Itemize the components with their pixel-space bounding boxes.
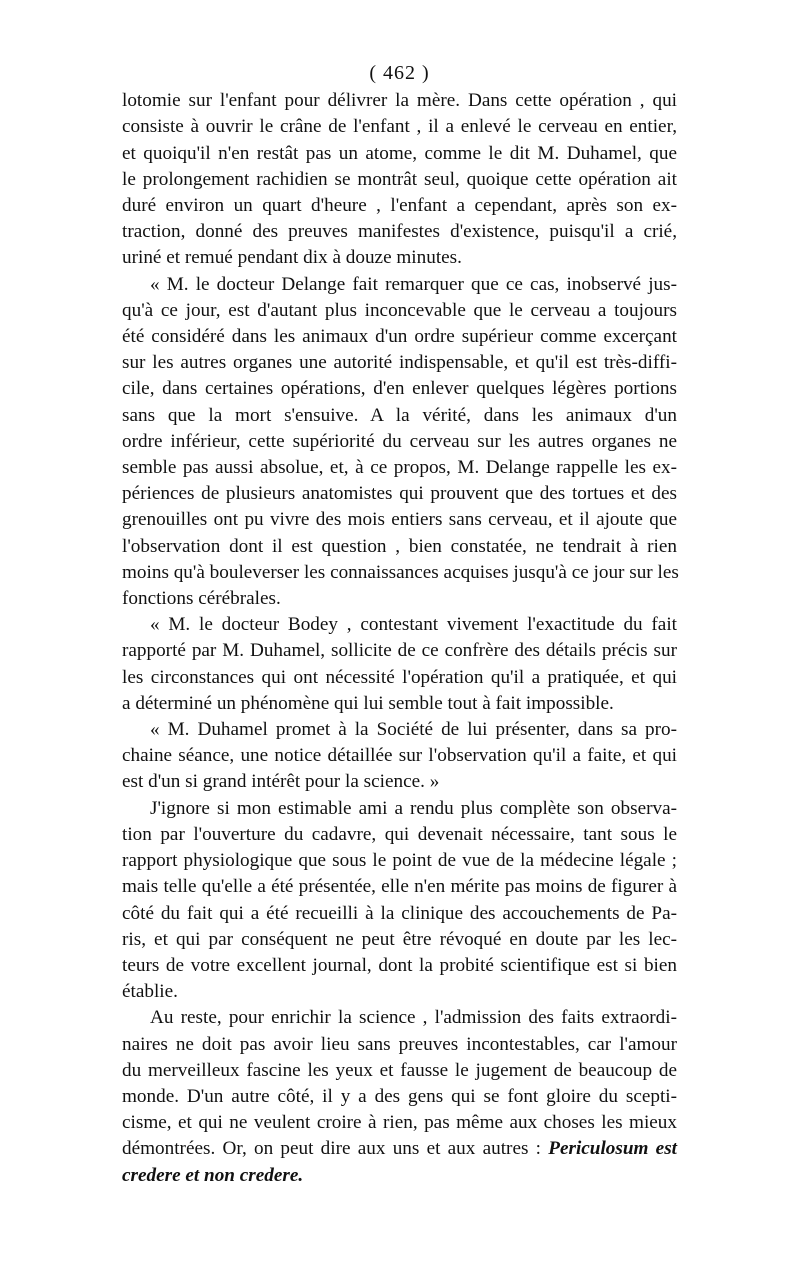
text-line: sans que la mort s'ensuive. A la vérité, dans les animaux d'un bbox=[122, 404, 677, 426]
text-line: tion par l'ouverture du cadavre, qui devenait nécessaire, tant sous le bbox=[122, 823, 677, 845]
paragraph-5 bbox=[122, 796, 677, 1006]
text-line: lotomie sur l'enfant pour délivrer la mère. Dans cette opération , qui bbox=[122, 90, 677, 112]
text-line: ris, et qui par conséquent ne peut être révoqué en doute par les lec- bbox=[122, 928, 677, 950]
page bbox=[122, 60, 677, 1189]
text-line: J'ignore si mon estimable ami a rendu plus complète son observa- bbox=[150, 797, 677, 819]
latin-quote: credere et non credere. bbox=[122, 1164, 304, 1186]
text-line: sur les autres organes une autorité indispensable, et qu'il est très-diffi- bbox=[122, 352, 677, 374]
text-line: uriné et remué pendant dix à douze minutes. bbox=[122, 247, 462, 269]
text-run: démontrées. Or, on peut dire aux uns et aux autres : bbox=[122, 1138, 549, 1160]
text-line: cile, dans certaines opérations, d'en enlever quelques légères portions bbox=[122, 378, 677, 400]
text-line: ordre inférieur, cette supériorité du cerveau sur les autres organes ne bbox=[122, 430, 677, 452]
text-line: périences de plusieurs anatomistes qui prouvent que des tortues et des bbox=[122, 483, 677, 505]
page-number: ( 462 ) bbox=[369, 62, 430, 84]
text-line: rapporté par M. Duhamel, sollicite de ce confrère des détails précis sur bbox=[122, 640, 677, 662]
text-line: côté du fait qui a été recueilli à la clinique des accouchements de Pa- bbox=[122, 902, 677, 924]
text-line: les circonstances qui ont nécessité l'opération qu'il a pratiquée, et qui bbox=[122, 666, 677, 688]
text-line bbox=[122, 1136, 677, 1162]
text-line: fonctions cérébrales. bbox=[122, 588, 281, 610]
text-line: monde. D'un autre côté, il y a des gens qui se font gloire du scepti- bbox=[122, 1085, 677, 1107]
text-line: cisme, et qui ne veulent croire à rien, pas même aux choses les mieux bbox=[122, 1112, 677, 1134]
text-line: qu'à ce jour, est d'autant plus inconcevable que le cerveau a toujours bbox=[122, 299, 677, 321]
text-line: l'observation dont il est question , bien constatée, ne tendrait à rien bbox=[122, 535, 677, 557]
text-line: naires ne doit pas avoir lieu sans preuves incontestables, car l'amour bbox=[122, 1033, 677, 1055]
text-line: « M. le docteur Bodey , contestant vivement l'exactitude du fait bbox=[150, 614, 677, 636]
text-line: semble pas aussi absolue, et, à ce propos, M. Delange rappelle les ex- bbox=[122, 457, 677, 479]
paragraph-4 bbox=[122, 717, 677, 796]
text-line: teurs de votre excellent journal, dont la probité scientifique est si bien bbox=[122, 954, 677, 976]
paragraph-3 bbox=[122, 612, 677, 717]
paragraph-1 bbox=[122, 88, 677, 271]
text-line: a déterminé un phénomène qui lui semble tout à fait impossible. bbox=[122, 692, 614, 714]
text-line: traction, donné des preuves manifestes d'existence, puisqu'il a crié, bbox=[122, 221, 677, 243]
text-line: moins qu'à bouleverser les connaissances acquises jusqu'à ce jour sur les bbox=[122, 561, 679, 583]
text-line: est d'un si grand intérêt pour la science. » bbox=[122, 771, 440, 793]
text-line: « M. le docteur Delange fait remarquer que ce cas, inobservé jus- bbox=[150, 273, 677, 295]
text-line: du merveilleux fascine les yeux et fausse le jugement de beaucoup de bbox=[122, 1059, 677, 1081]
text-line: chaine séance, une notice détaillée sur l'observation qu'il a faite, et qui bbox=[122, 745, 677, 767]
paragraph-6 bbox=[122, 1005, 677, 1188]
text-line: grenouilles ont pu vivre des mois entiers sans cerveau, et il ajoute que bbox=[122, 509, 677, 531]
text-line: mais telle qu'elle a été présentée, elle n'en mérite pas moins de figurer à bbox=[122, 876, 677, 898]
text-line: « M. Duhamel promet à la Société de lui présenter, dans sa pro- bbox=[150, 719, 677, 741]
latin-quote: Periculosum est bbox=[548, 1138, 677, 1160]
text-line: établie. bbox=[122, 981, 178, 1003]
text-line: consiste à ouvrir le crâne de l'enfant , il a enlevé le cerveau en entier, bbox=[122, 116, 677, 138]
text-line: été considéré dans les animaux d'un ordre supérieur comme excerçant bbox=[122, 326, 677, 348]
paragraph-2 bbox=[122, 272, 677, 613]
text-line: Au reste, pour enrichir la science , l'admission des faits extraordi- bbox=[150, 1007, 677, 1029]
text-line: le prolongement rachidien se montrât seul, quoique cette opération ait bbox=[122, 168, 677, 190]
text-line: duré environ un quart d'heure , l'enfant a cependant, après son ex- bbox=[122, 195, 677, 217]
text-line: et quoiqu'il n'en restât pas un atome, comme le dit M. Duhamel, que bbox=[122, 142, 677, 164]
text-line: rapport physiologique que sous le point de vue de la médecine légale ; bbox=[122, 850, 677, 872]
